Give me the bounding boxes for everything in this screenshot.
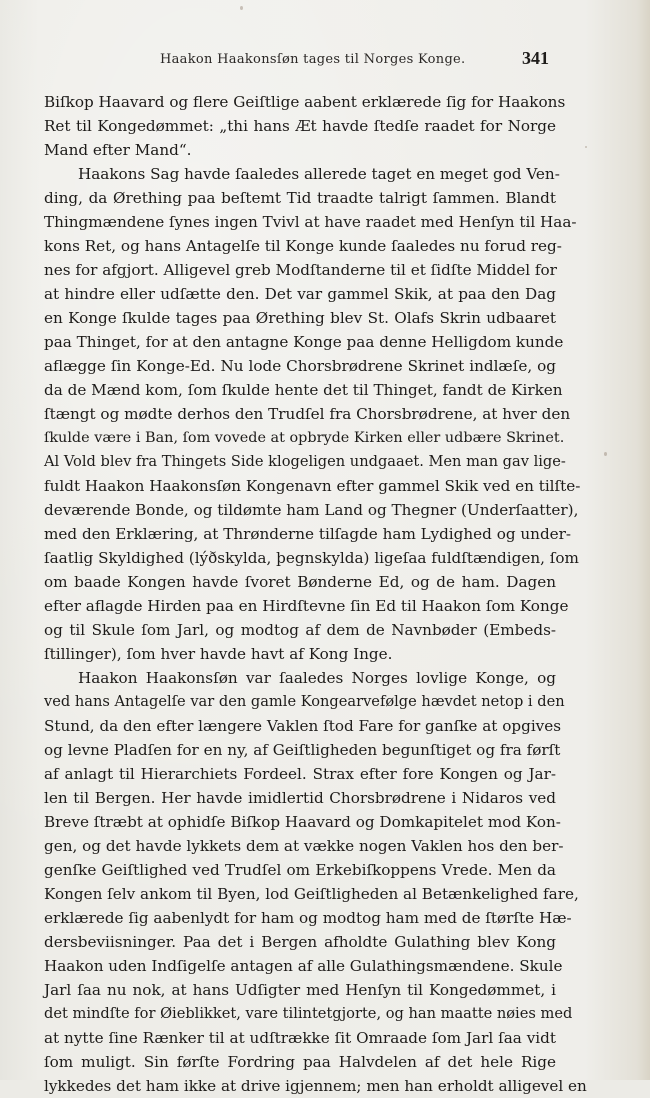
text-line: Kongen ſelv ankom til Byen, lod Geiſtligheden al Betænkelighed fare, [44,885,579,903]
page-number: 341 [522,48,549,68]
text-line: med den Erklæring, at Thrønderne tilſagde ham Lydighed og under- [44,525,572,543]
page-header [0,48,650,72]
text-line: Haakon uden Indſigelſe antagen af alle Gulathingsmændene. Skule [44,957,563,975]
text-line: og levne Pladſen for en ny, af Geiſtligheden begunſtiget og fra førſt [44,741,561,759]
paper-speck [585,146,587,148]
text-line: en Konge ſkulde tages paa Ørething blev St. Olafs Skrin udbaaret [44,309,556,327]
text-line: kons Ret, og hans Antagelſe til Konge kunde ſaaledes nu forud reg- [44,237,562,255]
text-line: ding, da Ørething paa beſtemt Tid traadte talrigt ſammen. Blandt [44,189,556,207]
text-line: ſtængt og mødte derhos den Trudſel fra Chorsbrødrene, at hver den [44,405,571,423]
text-line: Breve ſtræbt at ophidſe Biſkop Haavard og Domkapitelet mod Kon- [44,813,561,831]
text-line: ſaatlig Skyldighed (lýðskylda, þegnskylda) ligeſaa fuldſtændigen, ſom [44,549,579,567]
text-line: at hindre eller udſætte den. Det var gammel Skik, at paa den Dag [44,285,556,303]
text-line: paa Thinget, for at den antagne Konge paa denne Helligdom kunde [44,333,564,351]
text-line: ſkulde være i Ban, ſom vovede at opbryde Kirken eller udbære Skrinet. [44,430,565,446]
text-line: Jarl ſaa nu nok, at hans Udſigter med Henſyn til Kongedømmet, i [44,981,556,999]
paragraph-start-line: Haakons Sag havde ſaaledes allerede taget en meget god Ven- [78,165,560,183]
text-line: det mindſte for Øieblikket, vare tilintetgjorte, og han maatte nøies med [44,1005,573,1022]
paper-speck [604,452,607,456]
text-line: deværende Bonde, og tildømte ham Land og Thegner (Underſaatter), [44,501,579,519]
text-line: ved hans Antagelſe var den gamle Kongearvefølge hævdet netop i den [44,693,565,710]
text-line: Al Vold blev fra Thingets Side klogeligen undgaaet. Men man gav lige- [44,453,566,470]
text-line: ſtillinger), ſom hver havde havt af Kong Inge. [44,645,393,663]
text-line: og til Skule ſom Jarl, og modtog af dem de Navnbøder (Embeds- [44,621,556,639]
text-line: lykkedes det ham ikke at drive igjennem; men han erholdt alligevel en [44,1077,587,1095]
paragraph-start-line: Haakon Haakonsſøn var ſaaledes Norges lovlige Konge, og [78,669,556,687]
text-line: om baade Kongen havde ſvoret Bønderne Ed, og de ham. Dagen [44,573,556,591]
text-line: genſke Geiſtlighed ved Trudſel om Erkebiſkoppens Vrede. Men da [44,861,556,879]
text-line: Biſkop Haavard og flere Geiſtlige aabent erklærede ſig for Haakons [44,93,566,111]
text-line: len til Bergen. Her havde imidlertid Chorsbrødrene i Nidaros ved [44,789,556,807]
text-line: Thingmændene ſynes ingen Tvivl at have raadet med Henſyn til Haa- [44,213,577,231]
text-line: ſom muligt. Sin førſte Fordring paa Halvdelen af det hele Rige [44,1053,556,1071]
text-line: Ret til Kongedømmet: „thi hans Æt havde ſtedſe raadet for Norge [44,117,556,135]
text-line: efter aflagde Hirden paa en Hirdſtevne ſin Ed til Haakon ſom Konge [44,597,569,615]
text-line: Mand efter Mand“. [44,141,192,159]
text-line: dersbeviisninger. Paa det i Bergen afholdte Gulathing blev Kong [44,933,556,951]
paper-speck [240,6,243,10]
text-line: da de Mænd kom, ſom ſkulde hente det til Thinget, fandt de Kirken [44,381,563,399]
text-line: fuldt Haakon Haakonsſøn Kongenavn efter gammel Skik ved en tilſte- [44,477,581,495]
text-line: Stund, da den efter længere Vaklen ſtod Fare for ganſke at opgives [44,717,562,735]
text-line: nes for afgjort. Alligevel greb Modſtanderne til et ſidſte Middel for [44,261,557,279]
body-text [44,90,587,1098]
text-line: at nytte ſine Rænker til at udſtrække ſit Omraade ſom Jarl ſaa vidt [44,1029,556,1047]
text-line: erklærede ſig aabenlydt for ham og modtog ham med de ſtørſte Hæ- [44,909,572,927]
text-line: aflægge ſin Konge-Ed. Nu lode Chorsbrødrene Skrinet indlæſe, og [44,357,556,375]
text-line: af anlagt til Hierarchiets Fordeel. Strax efter fore Kongen og Jar- [44,765,556,783]
text-line: gen, og det havde lykkets dem at vække nogen Vaklen hos den ber- [44,837,564,855]
running-head: Haakon Haakonsſøn tages til Norges Konge. [160,52,466,67]
